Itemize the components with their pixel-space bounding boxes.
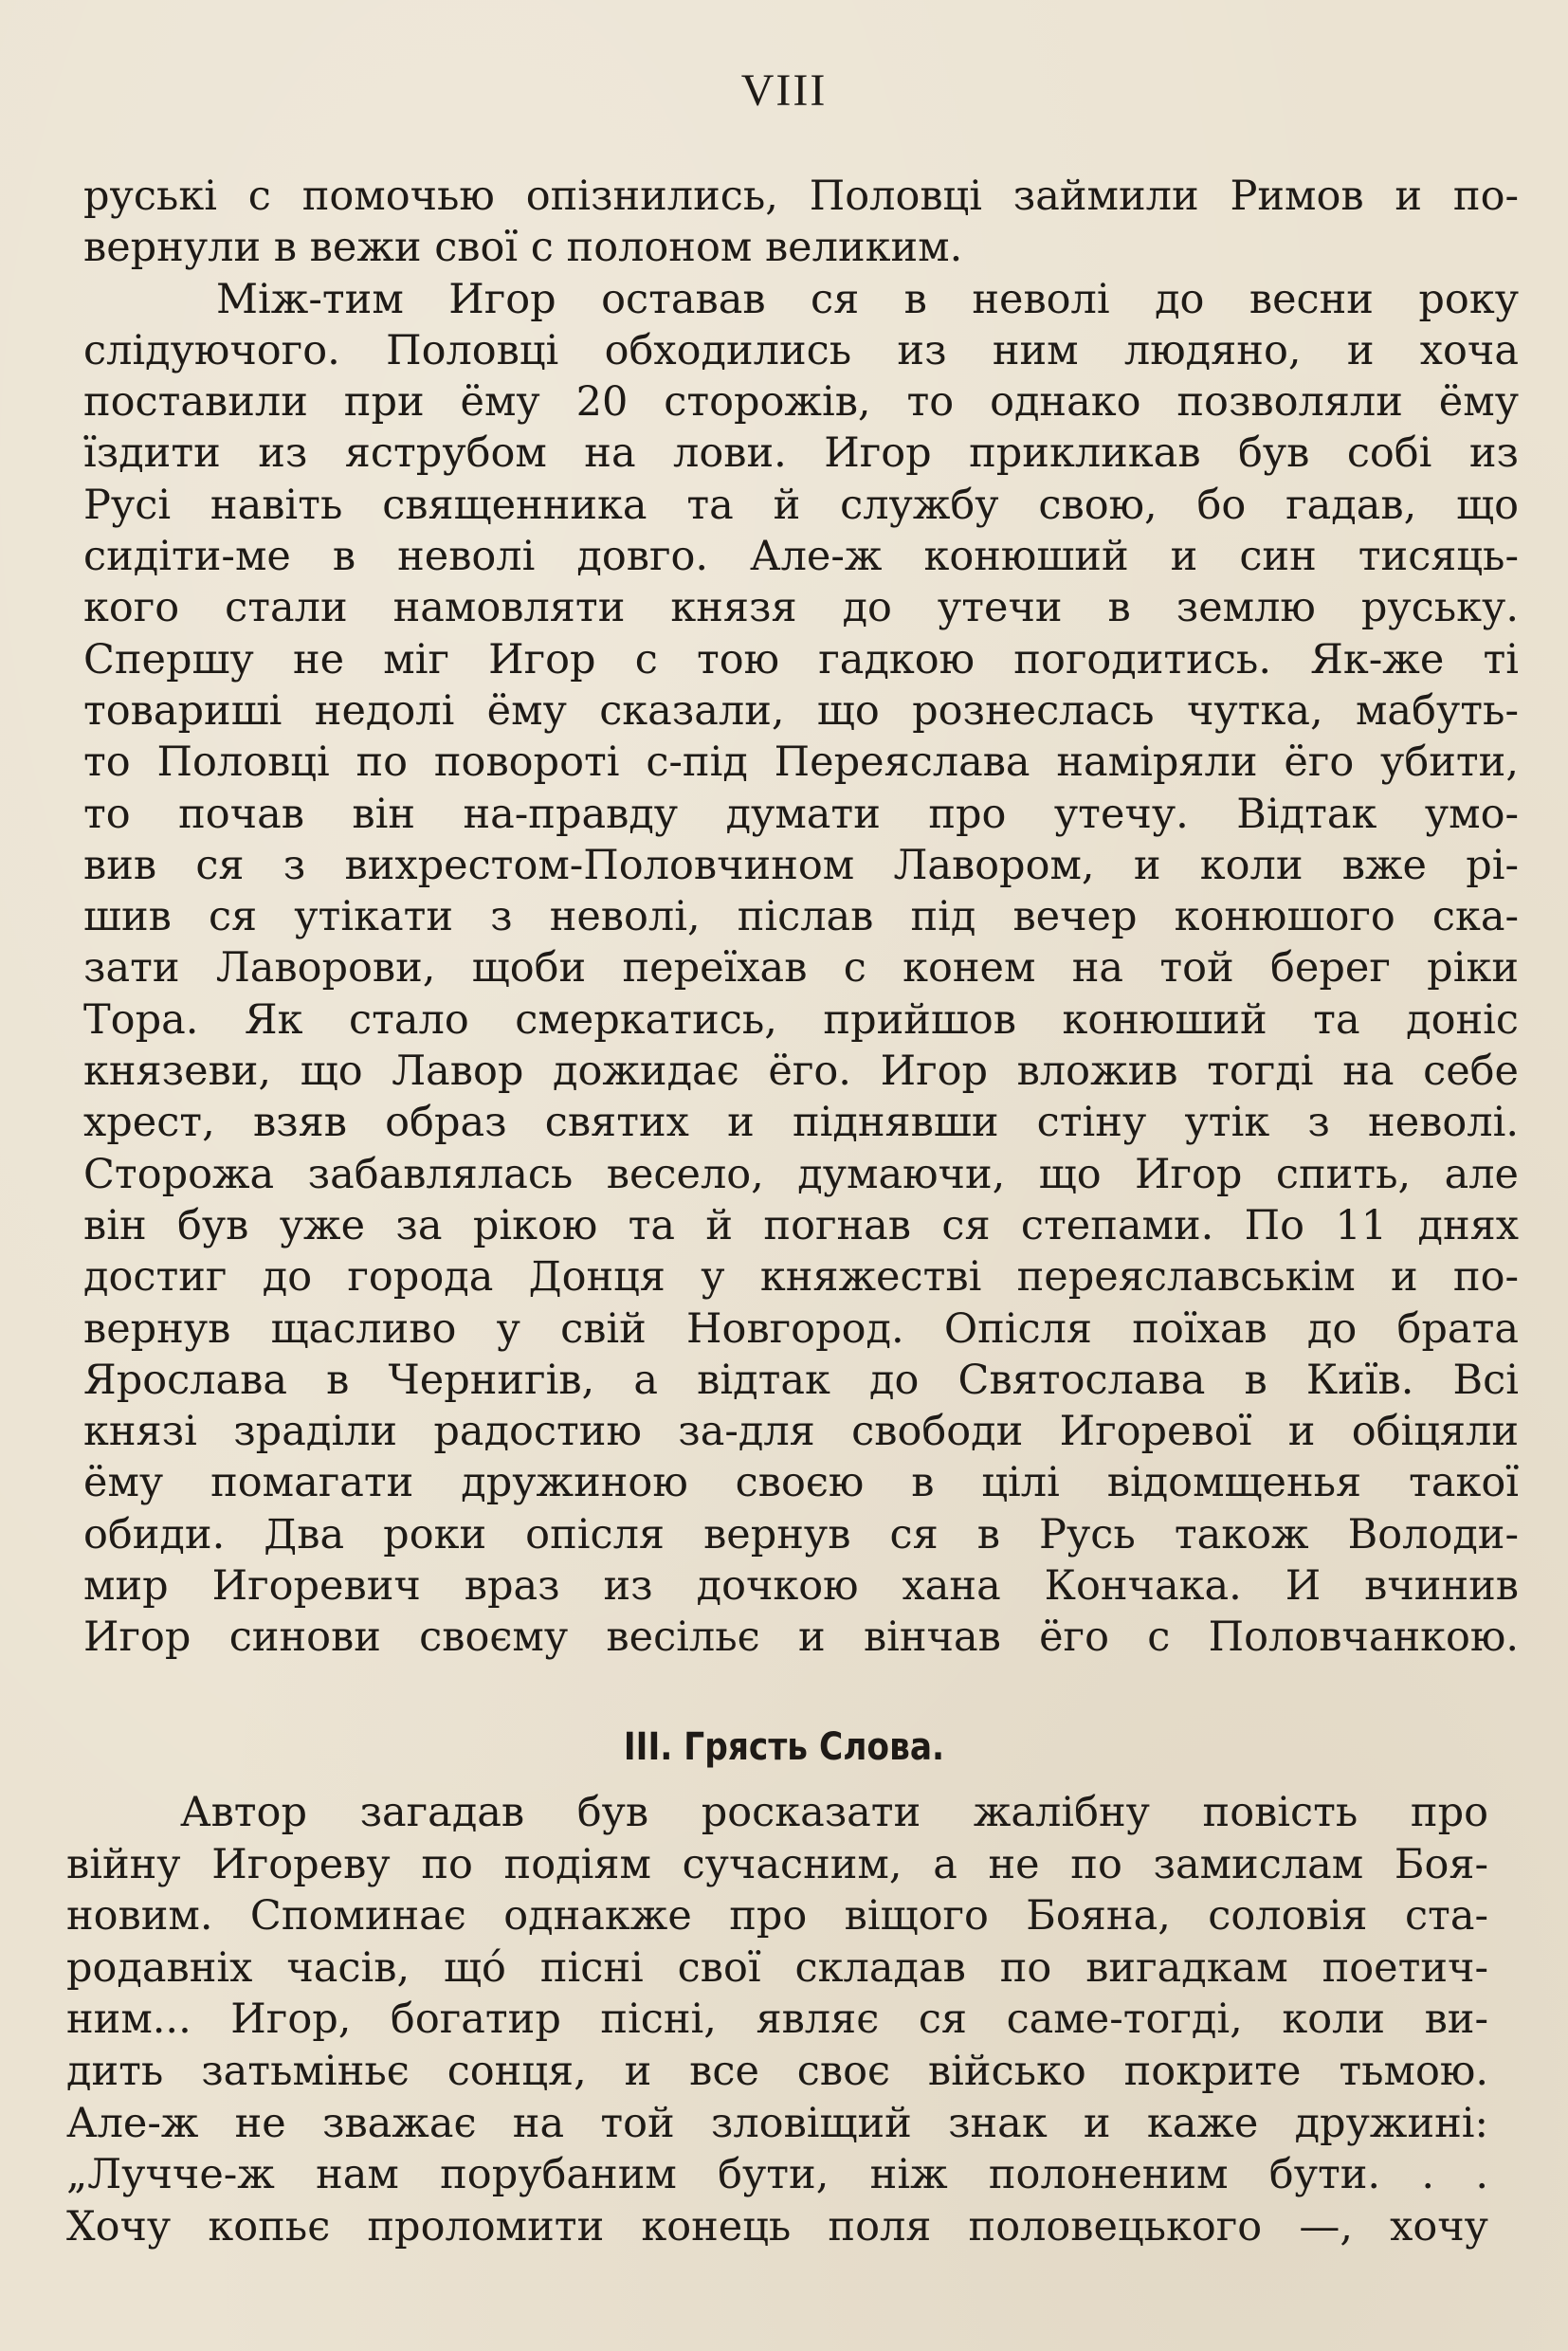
page-number: VIII xyxy=(740,65,828,116)
text-line: родавніх часів, щó пісні свої складав по вигадкам поетич- xyxy=(66,1943,1488,1992)
text-line: ёму помагати дружиною своєю в цілі відомщенья такої xyxy=(83,1459,1519,1507)
text-line: війну Игореву по подіям сучасним, а не по замислам Боя- xyxy=(66,1840,1488,1888)
text-line: князі зраділи радостию за-для свободи Игоревої и обіцяли xyxy=(83,1408,1519,1456)
text-line: Автор загадав був росказати жалібну повість про xyxy=(180,1789,1488,1836)
text-line: товариші недолі ёму сказали, що рознеслась чутка, мабуть- xyxy=(83,686,1519,735)
text-line: Хочу копьє проломити конець поля половецького —, хочу xyxy=(66,2202,1488,2251)
text-line: вернули в вежи свої с полоном великим. xyxy=(83,224,963,272)
main-text-block xyxy=(83,171,1519,1664)
text-line: вернув щасливо у свій Новгород. Опісля поїхав до брата xyxy=(83,1304,1519,1353)
text-line: кого стали намовляти князя до утечи в землю руську. xyxy=(83,584,1519,632)
text-line: достиг до города Донця у княжестві переяславськім и по- xyxy=(83,1253,1519,1302)
text-line: зати Лаворови, щоби переїхав с конем на той берег ріки xyxy=(83,944,1519,993)
text-line: слідуючого. Половці обходились из ним людяно, и хоча xyxy=(83,326,1519,374)
text-line: поставили при ёму 20 сторожів, то однако позволяли ёму xyxy=(83,378,1519,427)
text-line: дить затьміньє сонця, и все своє військо покрите тьмою. xyxy=(66,2047,1488,2095)
text-line: новим. Споминає однакже про віщого Бояна, соловія ста- xyxy=(66,1892,1488,1941)
text-line: князеви, що Лавор дожидає ёго. Игор вложив тогді на себе xyxy=(83,1048,1519,1096)
text-line: Ярослава в Чернигів, а відтак до Святослава в Київ. Всі xyxy=(83,1356,1519,1404)
section-heading: III. Грясть Слова. xyxy=(623,1725,945,1769)
text-line: руські с помочью опізнились, Половці займили Римов и по- xyxy=(83,173,1519,220)
text-line: мир Игоревич враз из дочкою хана Кончака. И вчинив xyxy=(83,1562,1519,1611)
text-line: Але-ж не зважає на той зловіщий знак и каже дружині: xyxy=(66,2099,1488,2147)
section-text-block xyxy=(66,1787,1488,2252)
text-line: Спершу не міг Игор с тою гадкою погодитись. Як-же ті xyxy=(83,635,1519,683)
text-line: Сторожа забавлялась весело, думаючи, що Игор спить, але xyxy=(83,1150,1519,1198)
text-line: вив ся з вихрестом-Половчином Лавором, и коли вже рі- xyxy=(83,841,1519,889)
text-line: він був уже за рікою та й погнав ся степами. По 11 днях xyxy=(83,1201,1519,1249)
text-line: Русі навіть священника та й службу свою, бо гадав, що xyxy=(83,481,1519,529)
text-line: ним... Игор, богатир пісні, являє ся саме-тогді, коли ви- xyxy=(66,1996,1488,2044)
text-line: їздити из яструбом на лови. Игор прикликав був собі из xyxy=(83,429,1519,478)
text-line: „Лучче-ж нам порубаним бути, ніж полоненим бути. . . xyxy=(66,2151,1488,2199)
text-line: сидіти-ме в неволі довго. Але-ж конюший и син тисяць- xyxy=(83,533,1519,581)
text-line: обиди. Два роки опісля вернув ся в Русь також Володи- xyxy=(83,1510,1519,1558)
text-line: Тора. Як стало смеркатись, прийшов конюший та доніс xyxy=(83,995,1519,1044)
text-line: хрест, взяв образ святих и піднявши стіну утік з неволі. xyxy=(83,1099,1519,1147)
text-line: шив ся утікати з неволі, післав під вечер конюшого ска- xyxy=(83,893,1519,941)
text-line: то почав він на-правду думати про утечу. Відтак умо- xyxy=(83,790,1519,838)
text-line: то Половці по повороті с-під Переяслава наміряли ёго убити, xyxy=(83,738,1519,787)
text-line: Між-тим Игор оставав ся в неволі до весни року xyxy=(216,275,1519,323)
text-line: Игор синови своєму весільє и вінчав ёго с Половчанкою. xyxy=(83,1613,1519,1662)
